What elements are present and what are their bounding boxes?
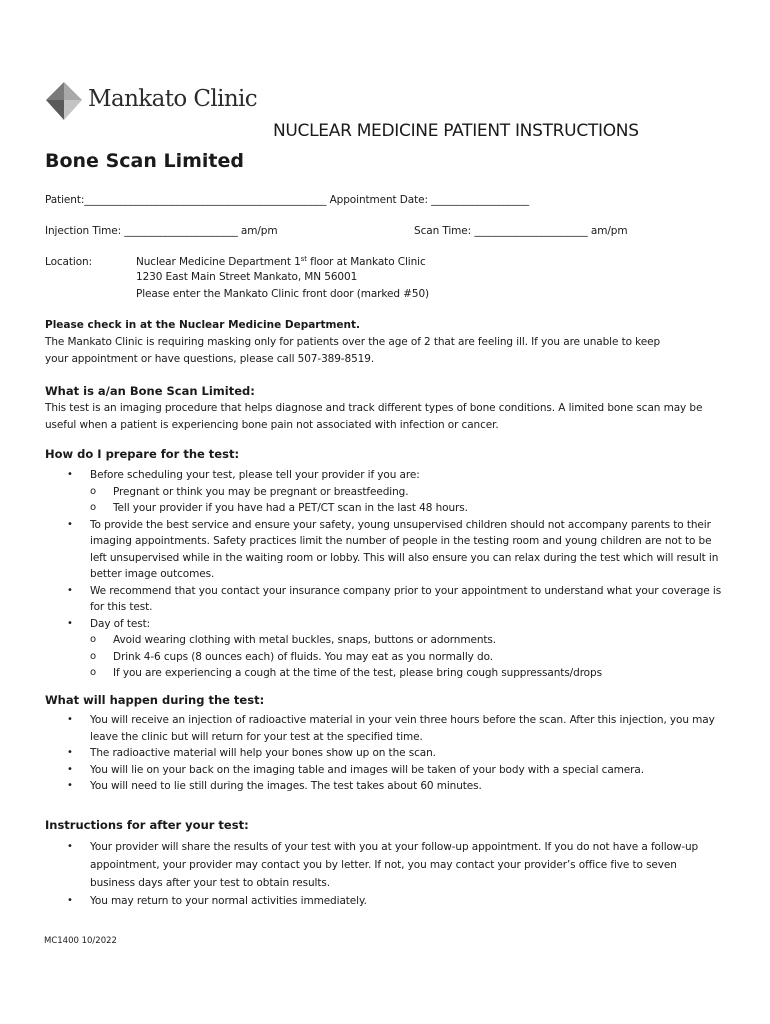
sub-bullet-icon: o: [90, 650, 97, 662]
bullet-icon: •: [67, 780, 73, 791]
patient-appointment-line: Patient:_______________________________________________ Appointment Date: ___________________: [45, 194, 530, 206]
bullet-icon: •: [67, 747, 73, 758]
what-is-heading: What is a/an Bone Scan Limited:: [45, 384, 255, 398]
list-item: • Your provider will share the results of your test with you at your follow-up appointment. If you do not have a follow-up appointment, your provider may contact you by letter. If not, you may contact your provider’s office five to seven business days after your test to obtain results.: [45, 838, 725, 892]
list-item: • To provide the best service and ensure your safety, young unsupervised children should not accompany parents to their imaging appointments. Safety practices limit the number of people in the testing room and young children are not to be left unsupervised while in the waiting room or lobby. This will also ensure you can relax during the test which will result in better image outcomes.: [67, 518, 719, 580]
clinic-logo-mark-icon: [44, 80, 84, 122]
bullet-icon: •: [67, 584, 73, 596]
sub-list-item: o Avoid wearing clothing with metal buckles, snaps, buttons or adornments.: [45, 632, 725, 649]
scan-time-line: Scan Time: ______________________ am/pm: [414, 225, 628, 237]
bullet-icon: •: [67, 763, 73, 775]
sub-list-item: o Tell your provider if you have had a PET/CT scan in the last 48 hours.: [45, 500, 725, 517]
document-title: NUCLEAR MEDICINE PATIENT INSTRUCTIONS: [273, 121, 639, 141]
clinic-logo-text: Mankato Clinic: [88, 86, 258, 112]
sub-bullet-icon: o: [90, 502, 97, 513]
clinic-logo: [44, 80, 258, 122]
what-is-text: This test is an imaging procedure that helps diagnose and track different types of bone conditions. A limited bone scan may be useful when a patient is experiencing bone pain not associated with infection or cancer.: [45, 402, 703, 431]
after-heading: Instructions for after your test:: [45, 818, 249, 832]
bullet-icon: •: [67, 714, 73, 725]
form-code: MC1400 10/2022: [44, 936, 117, 946]
prepare-heading: How do I prepare for the test:: [45, 447, 240, 461]
location-line-2: 1230 East Main Street Mankato, MN 56001: [136, 271, 358, 283]
location-label: Location:: [45, 256, 93, 268]
list-item: • You may return to your normal activities immediately.: [45, 892, 725, 910]
prepare-list: [45, 467, 725, 682]
bullet-icon: •: [67, 895, 73, 906]
during-heading: What will happen during the test:: [45, 693, 265, 707]
sub-list-item: o Pregnant or think you may be pregnant or breastfeeding.: [45, 484, 725, 501]
checkin-text: The Mankato Clinic is requiring masking only for patients over the age of 2 that are feeling ill. If you are unable to keep your appointment or have questions, please call 507-389-8519.: [45, 336, 661, 365]
bullet-icon: •: [67, 617, 73, 629]
list-item: • You will receive an injection of radioactive material in your vein three hours before the scan. After this injection, you may leave the clinic but will return for your test at the specified time.: [67, 714, 715, 743]
list-item: • Before scheduling your test, please tell your provider if you are:: [45, 467, 725, 484]
sub-bullet-icon: o: [90, 485, 97, 497]
sub-bullet-icon: o: [90, 667, 97, 678]
document-subtitle: Bone Scan Limited: [45, 150, 244, 172]
sub-list-item: o If you are experiencing a cough at the time of the test, please bring cough suppressants/drops: [45, 665, 725, 682]
injection-time-line: Injection Time: ______________________ am/pm: [45, 225, 278, 237]
bullet-icon: •: [67, 841, 73, 852]
list-item: • The radioactive material will help your bones show up on the scan.: [45, 745, 725, 762]
checkin-heading: Please check in at the Nuclear Medicine Department.: [45, 319, 361, 331]
list-item: • You will lie on your back on the imaging table and images will be taken of your body with a special camera.: [45, 762, 725, 779]
sub-bullet-icon: o: [90, 634, 97, 645]
list-item: • We recommend that you contact your insurance company prior to your appointment to understand what your coverage is for this test.: [67, 584, 722, 613]
list-item: • You will need to lie still during the images. The test takes about 60 minutes.: [45, 778, 725, 795]
bullet-icon: •: [67, 518, 73, 530]
after-list: [45, 838, 725, 910]
bullet-icon: •: [67, 469, 73, 480]
location-line-3: Please enter the Mankato Clinic front door (marked #50): [136, 288, 430, 300]
list-item: • Day of test:: [45, 616, 725, 633]
sub-list-item: o Drink 4-6 cups (8 ounces each) of fluids. You may eat as you normally do.: [45, 649, 725, 666]
during-list: [45, 712, 725, 795]
location-line-1: Nuclear Medicine Department 1st floor at Mankato Clinic: [136, 255, 426, 268]
